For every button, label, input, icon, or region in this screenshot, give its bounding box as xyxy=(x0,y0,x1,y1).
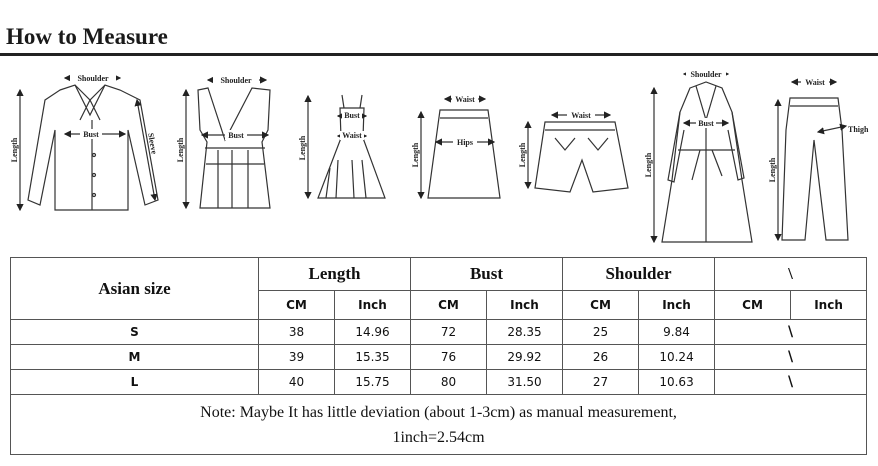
bust-cm-cell: 72 xyxy=(411,320,487,345)
bust-inch-cell: 29.92 xyxy=(487,345,563,370)
bust-inch-cell: 28.35 xyxy=(487,320,563,345)
shoulder-cm-cell: 26 xyxy=(563,345,639,370)
bust-group-header: Bust xyxy=(411,258,563,291)
size-chart-table xyxy=(10,257,867,455)
blouse-shoulder-label: Shoulder xyxy=(77,74,109,83)
length-group-header: Length xyxy=(259,258,411,291)
length-inch-cell: 15.75 xyxy=(335,370,411,395)
table-row xyxy=(11,320,867,345)
bust-inch-cell: 31.50 xyxy=(487,370,563,395)
vest-illustration xyxy=(186,80,270,208)
unit-header: Inch xyxy=(639,291,715,320)
size-cell: L xyxy=(11,370,259,395)
unit-header: CM xyxy=(715,291,791,320)
bust-cm-cell: 76 xyxy=(411,345,487,370)
unit-header: CM xyxy=(259,291,335,320)
shoulder-inch-cell: 10.24 xyxy=(639,345,715,370)
shoulder-cm-cell: 25 xyxy=(563,320,639,345)
shoulder-inch-cell: 9.84 xyxy=(639,320,715,345)
unit-header: Inch xyxy=(335,291,411,320)
unit-header: CM xyxy=(411,291,487,320)
note-row xyxy=(11,395,867,455)
coat-illustration xyxy=(654,74,752,242)
measurement-note xyxy=(11,395,867,455)
skirt-hips-label: Hips xyxy=(456,138,474,147)
size-cell: S xyxy=(11,320,259,345)
table-row xyxy=(11,345,867,370)
pants-length-label: Length xyxy=(768,157,777,183)
shorts-waist-label: Waist xyxy=(571,111,591,120)
skirt-illustration xyxy=(421,99,500,198)
shoulder-cm-cell: 27 xyxy=(563,370,639,395)
garment-illustrations xyxy=(0,60,878,252)
extra-cell: \ xyxy=(715,370,867,395)
extra-cell: \ xyxy=(715,320,867,345)
shorts-illustration xyxy=(528,115,628,192)
unit-header: Inch xyxy=(791,291,867,320)
dress-waist-label: Waist xyxy=(342,131,362,140)
extra-group-header: \ xyxy=(715,258,867,291)
note-line-2: 1inch=2.54cm xyxy=(392,428,485,446)
title-divider xyxy=(0,53,878,56)
length-cm-cell: 38 xyxy=(259,320,335,345)
length-inch-cell: 14.96 xyxy=(335,320,411,345)
size-cell: M xyxy=(11,345,259,370)
table-row xyxy=(11,370,867,395)
skirt-length-label: Length xyxy=(411,142,420,168)
vest-bust-label: Bust xyxy=(228,131,244,140)
blouse-bust-label: Bust xyxy=(83,130,99,139)
shoulder-group-header: Shoulder xyxy=(563,258,715,291)
vest-shoulder-label: Shoulder xyxy=(220,76,252,85)
length-inch-cell: 15.35 xyxy=(335,345,411,370)
unit-header: CM xyxy=(563,291,639,320)
vest-length-label: Length xyxy=(176,137,185,163)
dress-length-label: Length xyxy=(298,135,307,161)
coat-shoulder-label: Shoulder xyxy=(690,70,722,79)
page-title: How to Measure xyxy=(6,24,168,49)
extra-cell: \ xyxy=(715,345,867,370)
blouse-illustration xyxy=(20,78,158,210)
note-line-1: Note: Maybe It has little deviation (about 1-3cm) as manual measurement, xyxy=(200,403,677,421)
dress-bust-label: Bust xyxy=(344,111,360,120)
blouse-length-label: Length xyxy=(10,137,19,163)
table-header-row xyxy=(11,258,867,291)
bust-cm-cell: 80 xyxy=(411,370,487,395)
length-cm-cell: 40 xyxy=(259,370,335,395)
shorts-length-label: Length xyxy=(518,142,527,168)
skirt-waist-label: Waist xyxy=(455,95,475,104)
length-cm-cell: 39 xyxy=(259,345,335,370)
blouse-sleeve-label: Sleeve xyxy=(146,132,159,155)
coat-bust-label: Bust xyxy=(698,119,714,128)
asian-size-header: Asian size xyxy=(11,258,259,320)
pants-thigh-label: Thigh xyxy=(848,125,869,134)
pants-illustration xyxy=(778,82,848,240)
shoulder-inch-cell: 10.63 xyxy=(639,370,715,395)
unit-header: Inch xyxy=(487,291,563,320)
coat-length-label: Length xyxy=(644,152,653,178)
pants-waist-label: Waist xyxy=(805,78,825,87)
